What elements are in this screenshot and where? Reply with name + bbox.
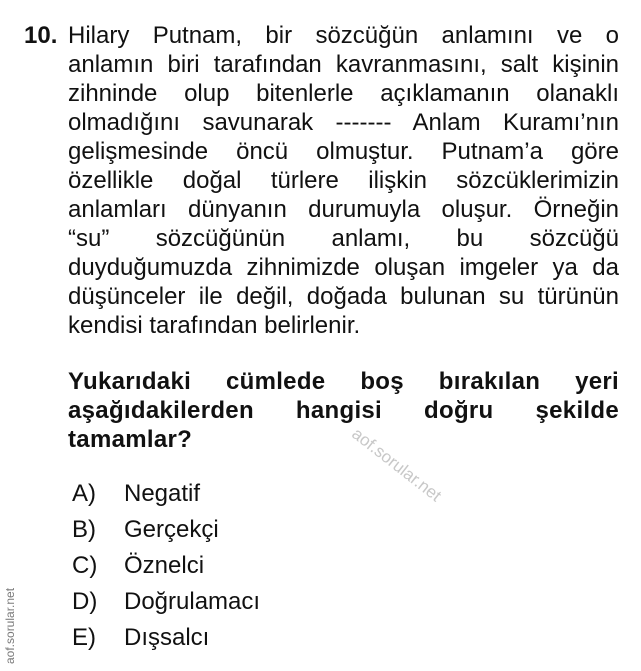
question-number: 10. bbox=[24, 22, 58, 49]
option-letter: A) bbox=[72, 480, 96, 507]
option-text: Negatif bbox=[124, 480, 201, 507]
passage-line: düşünceler ile değil, doğada bulunan su türünün bbox=[68, 283, 619, 310]
question-passage bbox=[68, 21, 619, 340]
answer-options bbox=[72, 476, 260, 656]
option-letter: C) bbox=[72, 552, 98, 579]
option-text: Öznelci bbox=[124, 552, 205, 579]
option-letter: D) bbox=[72, 588, 98, 615]
option-b[interactable] bbox=[72, 512, 260, 548]
watermark-side: aof.sorular.net bbox=[3, 587, 17, 664]
option-c[interactable] bbox=[72, 548, 260, 584]
option-d[interactable] bbox=[72, 584, 260, 620]
option-text: Doğrulamacı bbox=[124, 588, 261, 615]
passage-line: kendisi tarafından belirlenir. bbox=[68, 312, 361, 339]
passage-line: anlamın biri tarafından kavranmasını, salt kişinin bbox=[68, 51, 619, 78]
prompt-line: Yukarıdaki cümlede boş bırakılan yeri bbox=[68, 368, 619, 395]
passage-line: olmadığını savunarak ------- Anlam Kuramı’nın bbox=[68, 109, 619, 136]
prompt-line: tamamlar? bbox=[68, 426, 193, 453]
passage-line: zihninde olup bitenlerle açıklamanın olanaklı bbox=[68, 80, 619, 107]
option-letter: E) bbox=[72, 624, 96, 651]
watermark-center: aof.sorular.net bbox=[348, 424, 445, 506]
option-letter: B) bbox=[72, 516, 96, 543]
question-prompt bbox=[68, 367, 619, 454]
option-text: Dışsalcı bbox=[124, 624, 210, 651]
passage-line: Hilary Putnam, bir sözcüğün anlamını ve o bbox=[68, 22, 619, 49]
option-text: Gerçekçi bbox=[124, 516, 219, 543]
passage-line: duyduğumuzda zihnimizde oluşan imgeler ya da bbox=[68, 254, 619, 281]
passage-line: “su” sözcüğünün anlamı, bu sözcüğü bbox=[68, 225, 619, 252]
passage-line: gelişmesinde öncü olmuştur. Putnam’a göre bbox=[68, 138, 619, 165]
prompt-line: aşağıdakilerden hangisi doğru şekilde bbox=[68, 397, 619, 424]
option-e[interactable] bbox=[72, 620, 260, 656]
option-a[interactable] bbox=[72, 476, 260, 512]
passage-line: özellikle doğal türlere ilişkin sözcüklerimizin bbox=[68, 167, 619, 194]
passage-line: anlamları dünyanın durumuyla oluşur. Örneğin bbox=[68, 196, 619, 223]
